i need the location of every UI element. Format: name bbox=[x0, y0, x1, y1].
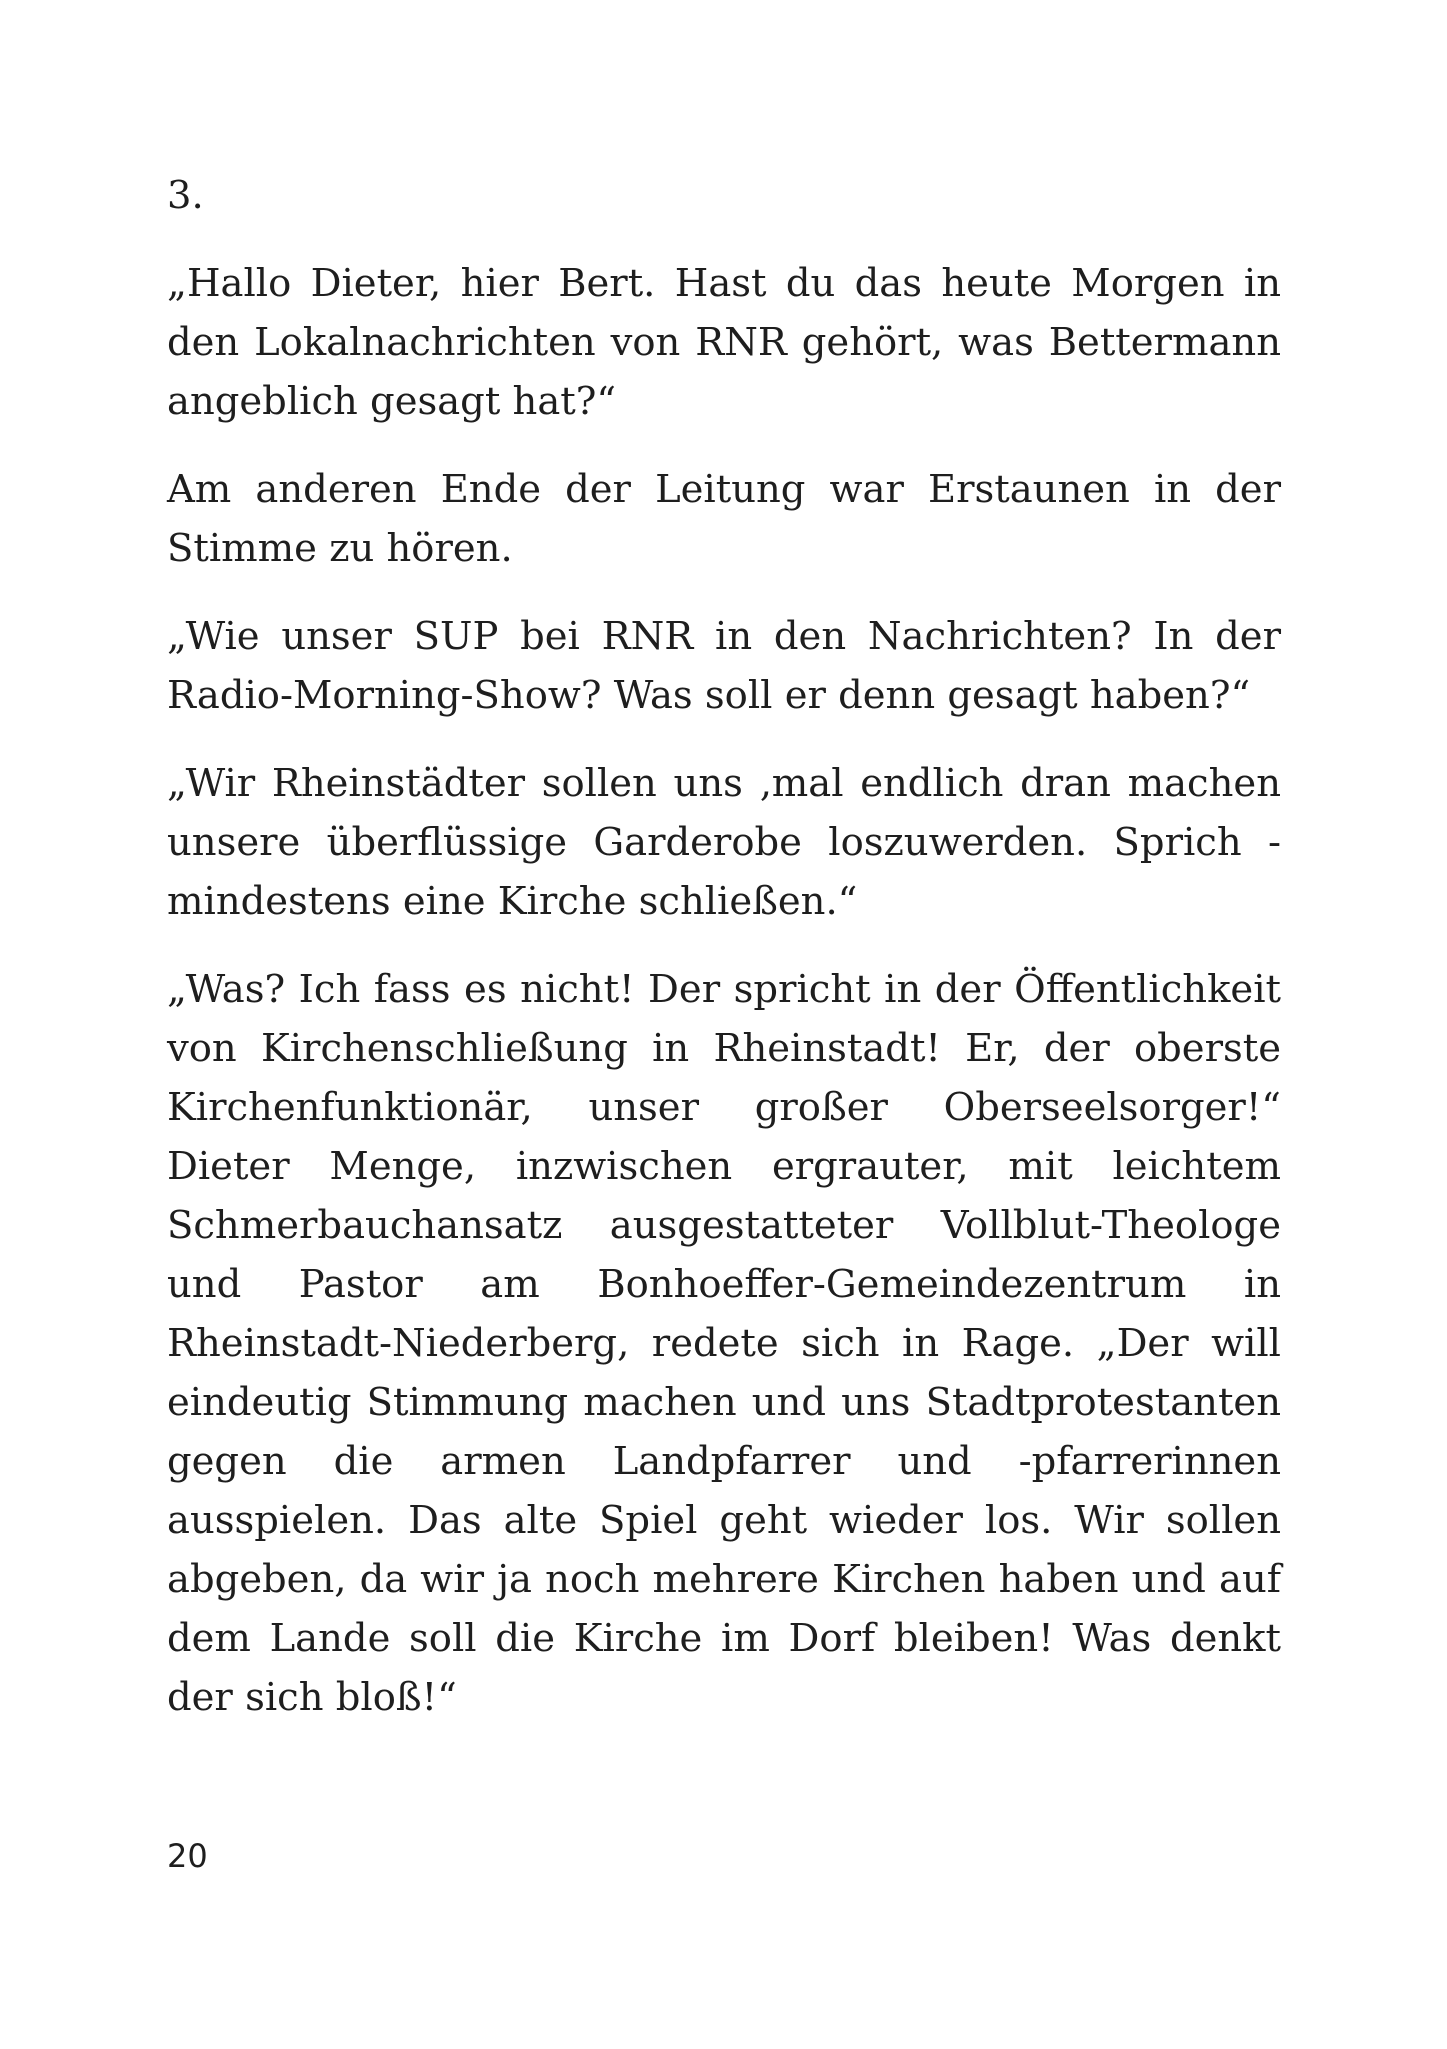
paragraph-reaction: „Was? Ich fass es nicht! Der spricht in der Öffentlichkeit von Kirchenschließung in Rheinstadt! Er, der oberste Kirchenfunktionär, unser großer Oberseelsorger!“ Dieter Menge, inzwischen ergrauter, mit leichtem Schmerbauchansatz ausgestatteter Vollblut-Theologe und Pastor am Bonhoeffer-Gemeindezentrum in Rheinstadt-Niederberg, redete sich in Rage. „Der will eindeutig Stimmung machen und uns Stadtprotestanten gegen die armen Landpfarrer und -pfarrerinnen ausspielen. Das alte Spiel geht wieder los. Wir sollen abgeben, da wir ja noch mehrere Kirchen haben und auf dem Lande soll die Kirche im Dorf bleiben! Was denkt der sich bloß!“ bbox=[167, 967, 1281, 1720]
paragraph-phone-greeting: „Hallo Dieter, hier Bert. Hast du das heute Morgen in den Lokalnachrichten von RNR gehört, was Bettermann angeblich gesagt hat?“ bbox=[167, 261, 1281, 424]
page-body bbox=[167, 166, 1281, 1727]
page-number: 20 bbox=[167, 1837, 208, 1875]
paragraph-astonishment: Am anderen Ende der Leitung war Erstaunen in der Stimme zu hören. bbox=[167, 467, 1281, 571]
chapter-number: 3. bbox=[167, 173, 204, 218]
paragraph-quote: „Wir Rheinstädter sollen uns ‚mal endlich dran machen unsere überflüssige Garderobe loszuwerden. Sprich - mindestens eine Kirche schließen.“ bbox=[167, 761, 1281, 924]
paragraph-question: „Wie unser SUP bei RNR in den Nachrichten? In der Radio-Morning-Show? Was soll er denn gesagt haben?“ bbox=[167, 614, 1281, 718]
